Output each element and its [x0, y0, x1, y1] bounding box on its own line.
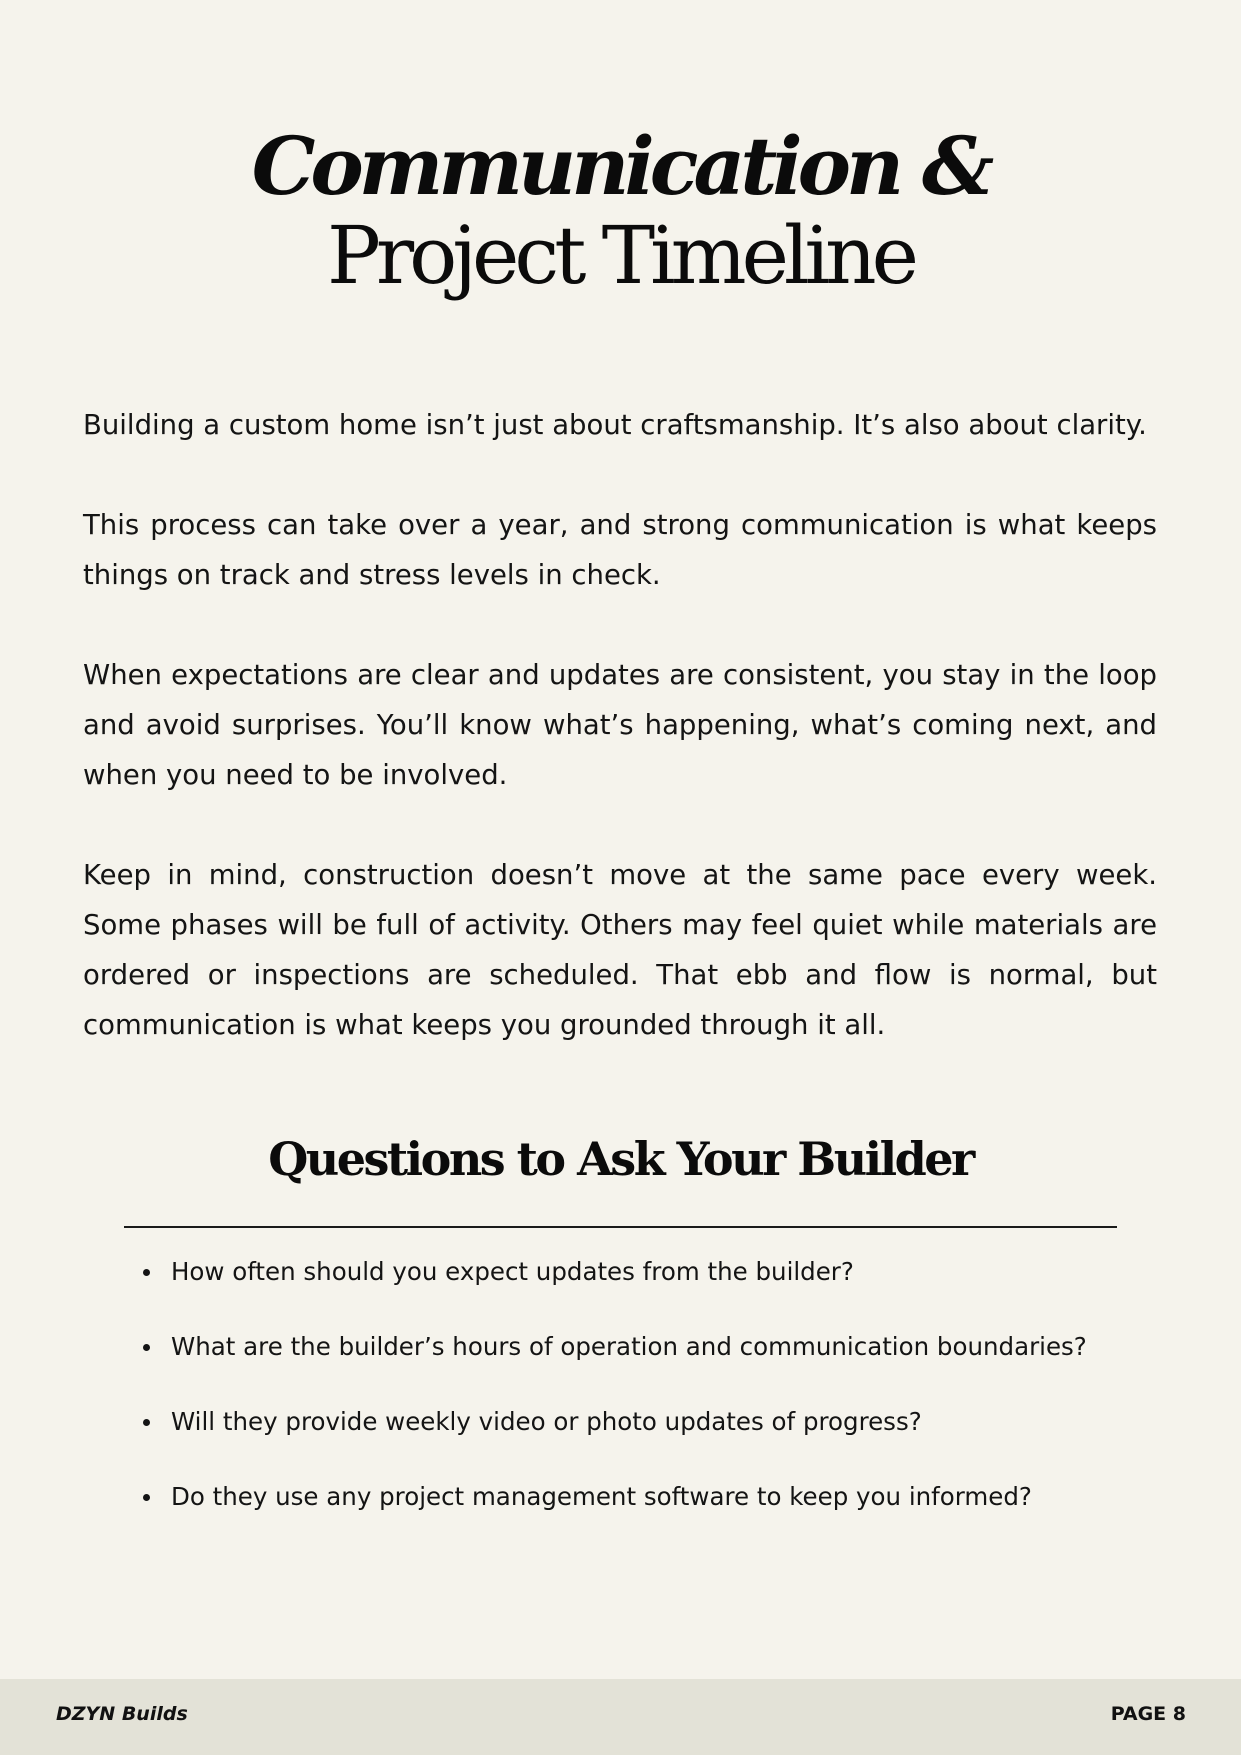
questions-heading: Questions to Ask Your Builder — [268, 1132, 973, 1186]
intro-paragraph: Building a custom home isn’t just about craftsmanship. It’s also about clarity. — [83, 409, 1147, 441]
question-item: How often should you expect updates from the builder? — [140, 1252, 1087, 1327]
footer-brand: DZYN Builds — [56, 1703, 188, 1725]
heading-divider — [124, 1226, 1117, 1228]
page-title-line-1: Communication & — [251, 119, 990, 213]
intro-paragraph: Keep in mind, construction doesn’t move at the same pace every week. Some phases will be full of activity. Others may feel quiet while materials are ordered or inspections are scheduled. That ebb and flow is normal, but communication is what keeps you grounded through it all. — [83, 859, 1157, 1041]
question-item: What are the builder’s hours of operation and communication boundaries? — [140, 1327, 1087, 1402]
page-footer — [0, 1679, 1241, 1755]
intro-paragraph: This process can take over a year, and strong communication is what keeps things on track and stress levels in check. — [83, 509, 1157, 591]
question-item: Will they provide weekly video or photo updates of progress? — [140, 1402, 1087, 1477]
questions-list — [140, 1252, 1087, 1552]
page-number: PAGE 8 — [1110, 1703, 1186, 1725]
page-title — [0, 120, 1241, 300]
page-title-line-2: Project Timeline — [327, 209, 914, 302]
intro-text — [83, 400, 1157, 1100]
question-item: Do they use any project management software to keep you informed? — [140, 1477, 1087, 1552]
intro-paragraph: When expectations are clear and updates are consistent, you stay in the loop and avoid surprises. You’ll know what’s happening, what’s coming next, and when you need to be involved. — [83, 659, 1157, 791]
